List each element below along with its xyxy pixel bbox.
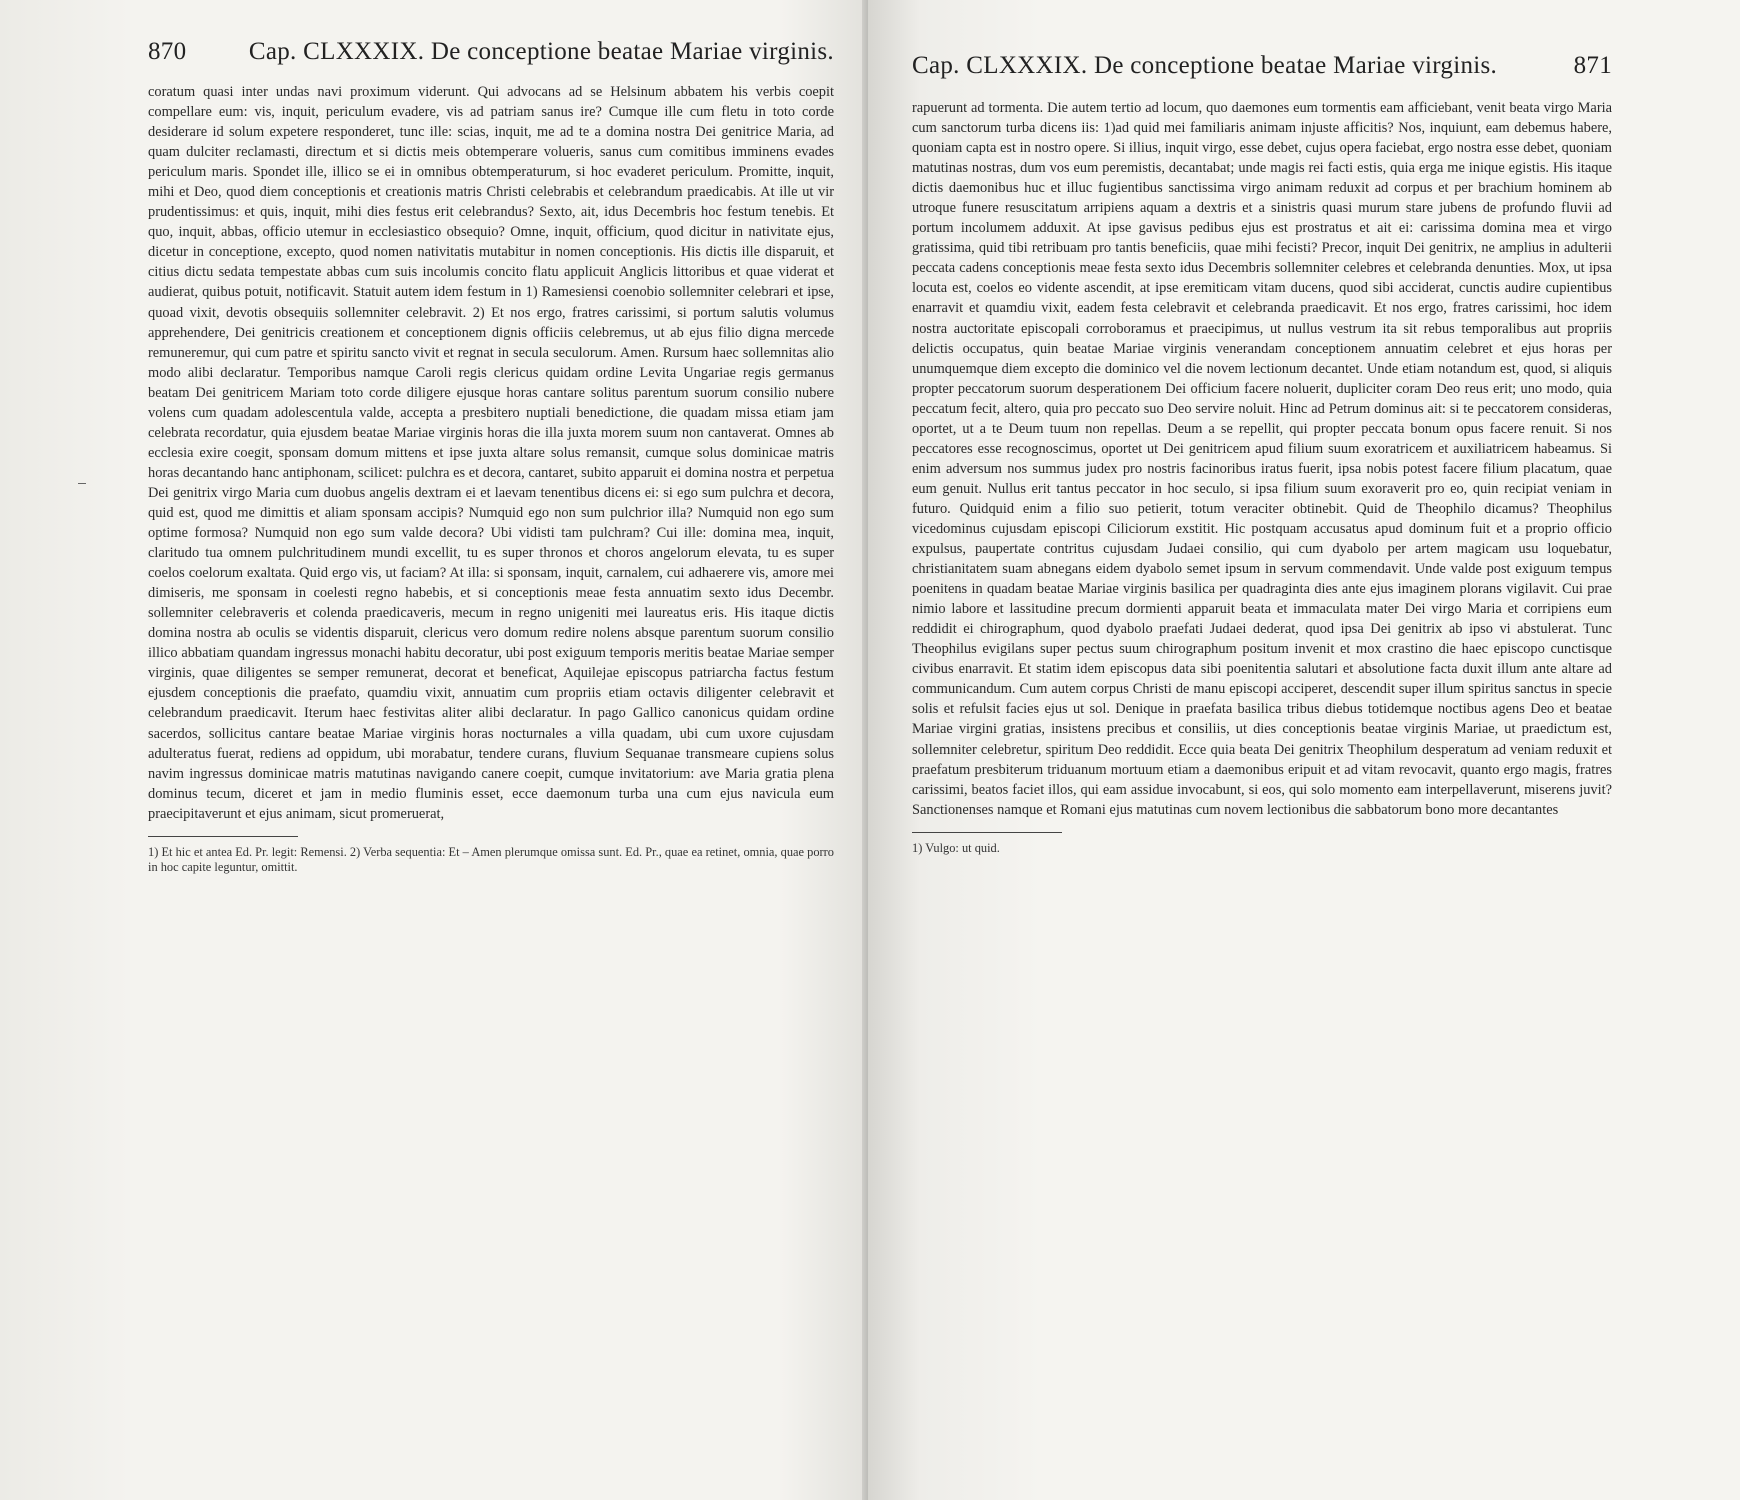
- margin-mark: [78, 483, 86, 484]
- left-running-head: [148, 38, 834, 66]
- left-body-text: [148, 82, 834, 824]
- right-footnote-rule: [912, 832, 1062, 833]
- right-page-number: 871: [1573, 52, 1612, 79]
- left-page: [0, 0, 868, 1500]
- left-paragraph: coratum quasi inter undas navi proximum viderunt. Qui advocans ad se Helsinum abbatem his verbis coepit compellare eum: vis, inquit, periculum evadere, vis ad patriam sanus ire? Cumque ille cum fletu in toto corde desiderare id solum expetere responderet, tunc ille: scias, inquit, me ad te a domina nostra Dei genitrice Maria, ad quam dulciter reclamasti, directum et si dictis meis obtemperare volueris, sanus cum comitibus imminens evades periculum maris. Spondet ille, illico se ei in omnibus obtemperaturum, si hoc evaderet periculum. Promitte, inquit, mihi et Deo, quod diem conceptionis et creationis matris Christi celebrabis et celebrandum praedicabis. At ille ut vir prudentissimus: et quis, inquit, mihi dies festus erit celebrandus? Sexto, ait, idus Decembris hoc festum tenebis. Et quo, inquit, abbas, officio utemur in ecclesiastico obsequio? Omne, inquit, officium, quod dicitur in nativitate ejus, dicetur in conceptione, excepto, quod nomen nativitatis mutabitur in nomen conceptionis. His dictis ille disparuit, et citius dictu sedata tempestate abbas cum suis incolumis concito flatu applicuit Anglicis littoribus et quae viderat et audierat, quibus potuit, notificavit. Statuit autem idem festum in 1) Ramesiensi coenobio sollemniter celebrari et ipse, quoad vixit, devotis obsequiis sollemniter celebravit. 2) Et nos ergo, fratres carissimi, si portum salutis volumus apprehendere, Dei genitricis creationem et conceptionem dignis officiis celebremus, ut ab ejus filio digna mercede remuneremur, qui cum patre et spiritu sancto vivit et regnat in secula seculorum. Amen. Rursum haec sollemnitas alio modo alibi declaratur. Temporibus namque Caroli regis clericus quidam ordine Levita Ungariae regis germanus beatam Dei genitricem Mariam toto corde diligere ejusque horas cantare solitus parentum suorum consilio nubere volens cum quadam adolescentula valde, accepta a presbitero nuptiali benedictione, die quadam missa etiam jam celebrata recordatur, quia ejusdem beatae Mariae virginis horas die illa juxta morem suum non cantaverat. Omnes ab ecclesia exire coegit, sponsam domum mittens et ipse juxta altare solus remansit, cumque solus dominicae matris horas decantando hanc antiphonam, scilicet: pulchra es et decora, cantaret, subito apparuit ei domina nostra et perpetua Dei genitrix virgo Maria cum duobus angelis dextram ei et laevam tenentibus dicens ei: si ego sum pulchra et decora, quid est, quod me dimittis et aliam sponsam accipis? Numquid ego non sum pulchrior illa? Numquid non ego sum optime formosa? Numquid non ego sum valde decora? Ubi vidisti tam pulchram? Cui ille: domina mea, inquit, claritudo tua omnem pulchritudinem mundi excellit, tu es super thronos et choros angelorum elevata, tu es super coelos coelorum exaltata. Quid ergo vis, ut faciam? At illa: si sponsam, inquit, carnalem, cui adhaerere vis, amore mei dimiseris, me sponsam in coelesti regno habebis, et si conceptionis meae festa annuatim sexto idus Decembr. sollemniter celebraveris et colenda praedicaveris, mecum in regno unigeniti mei laureatus eris. His itaque dictis domina nostra ab oculis se videntis disparuit, clericus vero domum redire nolens absque parentum suorum consilio illico abbatiam quandam ingressus monachi habitu decoratur, ubi post exiguum temporis meritis beatae Mariae semper virginis, quae diligentes se semper remunerat, decorat et beneficat, Aquilejae episcopus patriarcha factus festum ejusdem conceptionis die praefato, quamdiu vixit, annuatim cum propriis etiam octavis diligenter celebravit et celebrandum praedicavit. Iterum haec festivitas aliter alibi declaratur. In pago Gallico canonicus quidam ordine sacerdos, sollicitus cantare beatae Mariae virginis horas nocturnales a villa quadam, ubi cum uxore cujusdam adulteratus fuerat, rediens ad oppidum, ubi morabatur, tendere curans, fluvium Sequanae transmeare cupiens solus navim ingressus dominicae matris matutinas navigando canere coepit, cumque invitatorium: ave Maria gratia plena dominus tecum, diceret et jam in medio fluminis esset, ecce daemonum turba una cum ejus navicula eum praecipitaverunt et ejus animam, sicut promeruerat,: [148, 84, 834, 822]
- right-footnote: 1) Vulgo: ut quid.: [912, 840, 1000, 855]
- left-chapter-header: Cap. CLXXXIX. De conceptione beatae Mariae virginis.: [248, 38, 834, 65]
- right-running-head: [912, 52, 1612, 80]
- left-footnote: 1) Et hic et antea Ed. Pr. legit: Remensi. 2) Verba sequentia: Et – Amen plerumque omissa sunt. Ed. Pr., quae ea retinet, omnia, quae porro in hoc capite leguntur, omittit.: [148, 844, 834, 874]
- right-body-text: [912, 98, 1612, 820]
- right-chapter-header: Cap. CLXXXIX. De conceptione beatae Mariae virginis.: [912, 52, 1498, 79]
- left-page-number: 870: [148, 38, 187, 65]
- left-footnotes: [148, 845, 834, 875]
- left-footnote-rule: [148, 836, 298, 837]
- right-footnotes: [912, 841, 1612, 856]
- right-paragraph: rapuerunt ad tormenta. Die autem tertio ad locum, quo daemones eum tormentis eam afficiebant, venit beata virgo Maria cum sanctorum turba dicens iis: 1)ad quid mei familiaris animam injuste afficitis? Nos, inquiunt, eam debemus habere, quoniam capta est in nostro opere. Si illius, inquit virgo, esse debet, cujus opera faciebat, ergo nostra esse debet, quoniam matutinas nostras, dum vos eum peremistis, decantabat; unde magis rei facti estis, quia erga me inique egistis. His itaque dictis daemonibus huc et illuc fugientibus sanctissima virgo animam reduxit ad corpus et per brachium hominem ab utroque funere resuscitatum arripiens aquam a dextris et a sinistris quasi murum stare jubens de profundo fluvii ad portum incolumem adduxit. At ipse gavisus pedibus ejus est prostratus et ait ei: carissima domina mea et virgo gratissima, quid tibi retribuam pro tantis beneficiis, quae mihi fecisti? Precor, inquit Dei genitrix, ne amplius in adulterii peccata cadens conceptionis meae festa sexto idus Decembris sollemniter celebres et celebranda denunties. Mox, ut ipsa locuta est, coelos eo vidente ascendit, at ipse eremiticam vitam ducens, quod sibi acciderat, cunctis audire cupientibus enarravit et quamdiu vixit, eadem festa celebravit et celebranda praedicavit. Et nos ergo, fratres carissimi, hoc idem nostra auctoritate episcopali corroboramus et praecipimus, ut nullus vestrum ita sit rebus temporalibus aut propriis delictis occupatus, quin beatae Mariae virginis venerandam conceptionem annuatim celebret et ejus horas per unumquemque diem excepto die dominico vel die novem lectionum decantet. Unde etiam notandum est, quod, si aliquis propter peccatorum suorum desperationem Dei officium facere noluerit, dupliciter coram Deo reus erit; uno modo, quia peccatum fecit, altero, quia pro peccato suo Deo servire noluit. Hinc ad Petrum dominus ait: si te peccatorem consideras, oportet, ut a te Deum tuum non repellas. Deum a se repellit, qui propter peccata bonum opus facere renuit. Si nos peccatores esse recognoscimus, oportet ut Dei genitricem apud filium suum exoratricem et auxiliatricem habeamus. Si enim adversum nos summus judex pro nostris facinoribus iratus fuerit, ipsa nobis potest facere filium placatum, quae eum genuit. Nullus erit tantus peccator in hoc seculo, si ipsa filium suum exoraverit pro eo, quin recipiat veniam in futuro. Quidquid enim a filio suo petierit, totum veraciter obtinebit. Quid de Theophilo dicamus? Theophilus vicedominus cujusdam episcopi Ciliciorum exstitit. Hic postquam accusatus apud dominum fuit et a proprio officio expulsus, paupertate contritus cujusdam Judaei consilio, qui cum dyabolo per artem magicam usu loquebatur, christianitatem suam abnegans eidem dyabolo semet ipsum in servum commendavit. Unde valde post exiguum tempus poenitens in quadam beatae Mariae virginis basilica per quadraginta dies ante ejus imaginem plorans vigilavit. Cui prae nimio labore et lassitudine precum dormienti apparuit beata et immaculata mater Dei virgo Maria et corripiens eum reddidit ei chirographum, quod dyabolo praefati Judaei dederat, quod ipsa Dei genitrix ab ipso vi abstulerat. Tunc Theophilus evigilans super pectus suum chirographum positum invenit et mox crastino die haec episcopo cunctisque civibus enarravit. Et statim idem episcopus data sibi poenitentia salutari et absolutione facta duxit illum ante altare ad communicandum. Cum autem corpus Christi de manu episcopi acciperet, descendit super illum spiritus sanctus in specie solis et refulsit facies ejus ut sol. Denique in praefata basilica tribus diebus totidemque noctibus agens Deo et beatae Mariae virgini gratias, insistens precibus et consiliis, ut dies conceptionis beatae virginis Mariae, ut praedictum est, sollemniter celebretur, spiritum Deo reddidit. Ecce quia beata Dei genitrix Theophilum desperatum ad veniam reduxit et praefatum presbiterum triduanum mortuum etiam a daemonibus eripuit et ad vitam revocavit, quanto ergo magis, fratres carissimi, beatos faciet illos, qui eam assidue invocabunt, si eos, qui solo momento eam interpellaverunt, miserens juvit? Sanctionenses namque et Romani ejus matutinas cum novem lectionibus die sabbatorum bono more decantantes: [912, 100, 1612, 818]
- right-page: [868, 0, 1740, 1500]
